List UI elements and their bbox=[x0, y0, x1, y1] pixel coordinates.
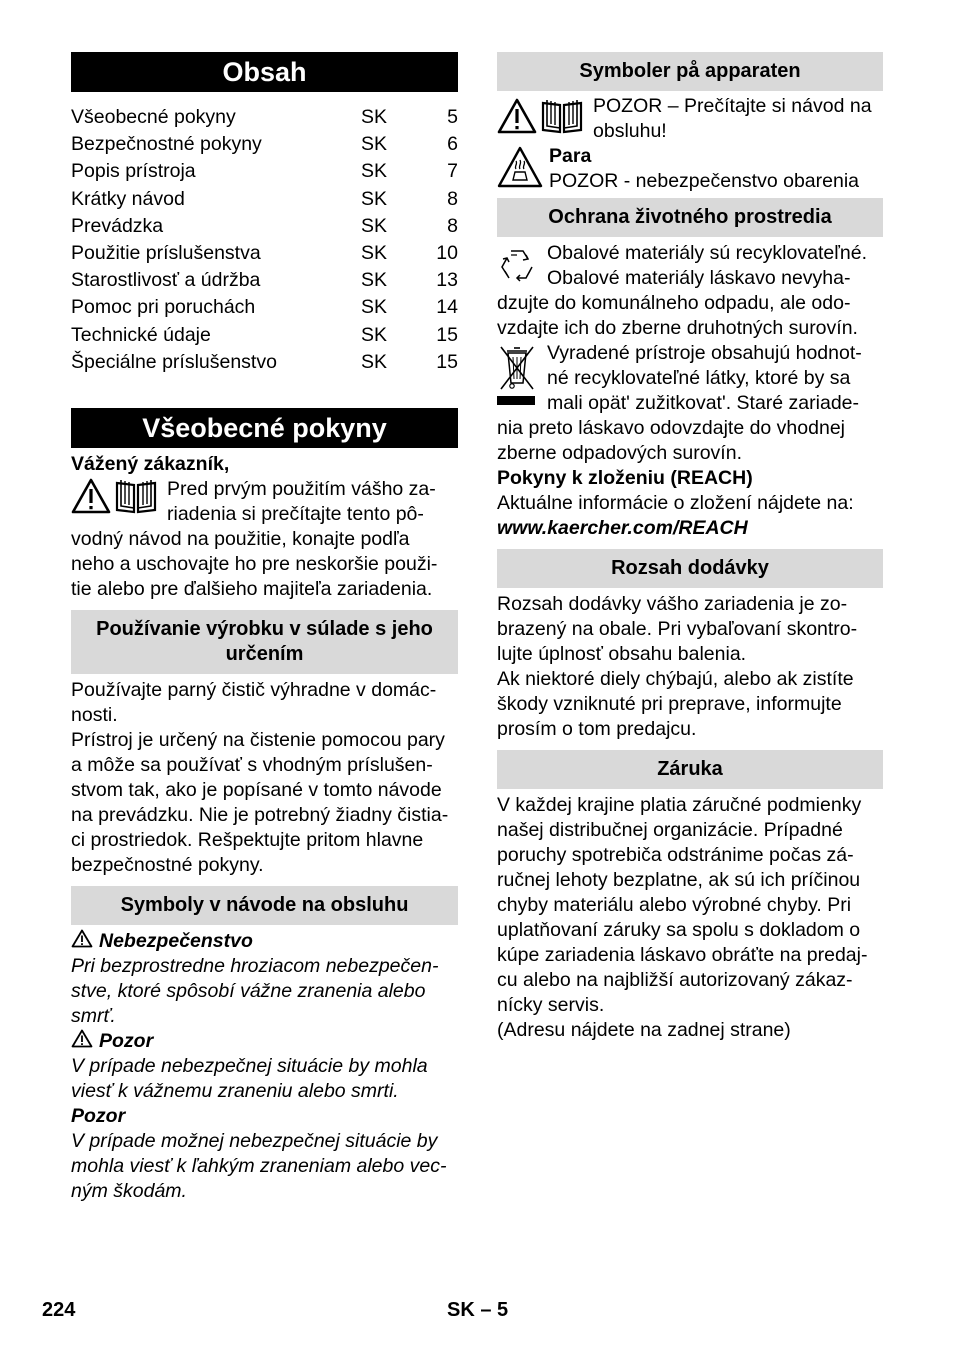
toc-heading: Obsah bbox=[71, 52, 458, 92]
steam-label: Para bbox=[549, 145, 592, 167]
general-heading: Všeobecné pokyny bbox=[71, 408, 458, 448]
toc-row[interactable]: Starostlivosť a údržba SK 13 bbox=[71, 269, 458, 292]
section-number: SK – 5 bbox=[447, 1299, 509, 1321]
toc-row[interactable]: Popis prístroja SK 7 bbox=[71, 160, 458, 183]
scope-heading: Rozsah dodávky bbox=[497, 549, 883, 588]
warranty-body: V každej krajine platia záručné podmienky našej distribučnej organizácie. Prípadné poruchy spotrebiča odstránime počas zá- ručnej lehoty bezplatne, ak sú ich príčinou chyby materiálu alebo výrobné chyby. Pri uplatňovaní záruky sa spolu s dokladom o kúpe zariadenia láskavo obráťte na predaj- cu alebo na najbližší autorizovaný zákaz- nícky servis. (Adresu nájdete na zadnej strane) bbox=[497, 794, 868, 1041]
toc-row[interactable]: Špeciálne príslušenstvo SK 15 bbox=[71, 350, 458, 373]
caution-label: Pozor bbox=[71, 1104, 126, 1127]
scope-body: Rozsah dodávky vášho zariadenia je zo- brazený na obale. Pri vybaľovaní skontro- lujte úplnosť obsahu balenia. Ak niektoré diely chýbajú, alebo ak zistíte škody vzniknuté pri preprave, informujte prosím o tom predajcu. bbox=[497, 593, 858, 740]
table-of-contents bbox=[71, 104, 458, 376]
right-column: Symboler på apparaten POZOR – Prečítajte si návod na obsluhu! Para POZOR - nebezpečenstvo obarenia Ochrana životného prostredia Obalové materiály sú recyklovateľné. Obalové materiály láskavo nevyha- dzujte do komunálneho odpadu, ale odo- vzdajte ich do zberne druhotných surovín. Vyradené prístroje obsahujú hodnot- né recyklovateľné látky, ktoré by sa mali opät' zužitkovat'. Staré zariade- nia preto láskavo odovzdajte do vhodnej zberne odpadových surovín. Pokyny k zloženiu (REACH) Aktuálne informácie o zložení nájdete na: www.kaercher.com/REACH Rozsah dodávky Rozsah dodávky vášho zariadenia je zo- brazený na obale. Pri vybaľovaní skontro- lujte úplnosť obsahu balenia. Ak niektoré diely chýbajú, alebo ak zistíte škody vzniknuté pri preprave, informujte prosím o tom predajcu. Záruka V každej krajine platia záručné podmienky našej distribučnej organizácie. Prípadné poruchy spotrebiča odstránime počas zá- ručnej lehoty bezplatne, ak sú ich príčinou chyby materiálu alebo výrobné chyby. Pri uplatňovaní záruky sa spolu s dokladom o kúpe zariadenia láskavo obráťte na predaj- cu alebo na najbližší autorizovaný zákaz- nícky servis. (Adresu nájdete na zadnej strane) bbox=[497, 52, 883, 1043]
symbols-body: Nebezpečenstvo Pri bezprostredne hroziacom nebezpečen- stve, ktoré spôsobí vážne zranenia alebo smrť. Pozor V prípade nebezpečnej situácie by mohla viesť k vážnemu zraneniu alebo smrti. Pozor V prípade možnej nebezpečnej situácie by mohla viesť k ľahkým zraneniam alebo vec- ným škodám. bbox=[71, 929, 458, 1204]
toc-row[interactable]: Bezpečnostné pokyny SK 6 bbox=[71, 133, 458, 156]
danger-label: Nebezpečenstvo bbox=[71, 929, 458, 954]
page-number: 224 bbox=[42, 1299, 76, 1321]
reach-label: Pokyny k zloženiu (REACH) bbox=[497, 467, 753, 489]
device-symbols-heading: Symboler på apparaten bbox=[497, 52, 883, 91]
symbols-heading: Symboly v návode na obsluhu bbox=[71, 886, 458, 925]
intended-use-body: Používajte parný čistič výhradne v domác- nosti. Prístroj je určený na čistenie pomocou pary a môže sa používať s vhodným príslušen- stvom tak, ako je popísané v tomto návode na prevádzku. Nie je potrebný žiadny čistia- ci prostriedok. Rešpektujte pritom hlavne bezpečnostné pokyny. bbox=[71, 678, 449, 876]
crossed-bin-icon bbox=[497, 343, 537, 393]
toc-row[interactable]: Prevádzka SK 8 bbox=[71, 214, 458, 237]
manual-book-icon bbox=[539, 98, 585, 134]
intended-use-heading: Používanie výrobku v súlade s jeho určením bbox=[71, 610, 458, 674]
toc-row[interactable]: Krátky návod SK 8 bbox=[71, 187, 458, 210]
warning-triangle-icon bbox=[497, 98, 537, 134]
warning-triangle-icon bbox=[71, 478, 111, 514]
warranty-heading: Záruka bbox=[497, 750, 883, 789]
weee-bar bbox=[497, 396, 535, 405]
env-heading: Ochrana životného prostredia bbox=[497, 198, 883, 237]
toc-row[interactable]: Technické údaje SK 15 bbox=[71, 323, 458, 346]
warning-label: Pozor bbox=[71, 1029, 458, 1054]
manual-book-icon bbox=[113, 478, 159, 514]
toc-row[interactable]: Pomoc pri poruchách SK 14 bbox=[71, 296, 458, 319]
packaging-block: Obalové materiály sú recyklovateľné. Obalové materiály láskavo nevyha- bbox=[497, 241, 883, 291]
left-column: Obsah Všeobecné pokyny SK 5 Bezpečnostné pokyny SK 6 Popis prístroja SK 7 Krátky návod SK 8 Prevádzka SK 8 Použitie príslušenstva SK 10 Starostlivosť a údržba SK 13 Pomoc pri poruchách SK 14 Technické údaje SK 15 Špeciálne príslušenstvo SK 15 Všeobecné pokyny Vážený zákazník, Pred prvým použitím vášho za- riadenia si prečítajte tento pô- vodný návod na použitie, konajte podľa neho a uschovajte ho pre neskoršie použi- tie alebo pre ďalšieho majiteľa zariadenia. Používanie výrobku v súlade s jeho určením Používajte parný čistič výhradne v domác- nosti. Prístroj je určený na čistenie pomocou pary a môže sa používať s vhodným príslušen- stvom tak, ako je popísané v tomto návode na prevádzku. Nie je potrebný žiadny čistia- ci prostriedok. Rešpektujte pritom hlavne bezpečnostné pokyny. Symboly v návode na obsluhu Nebezpečenstvo Pri bezprostredne hroziacom nebezpečen- stve, ktoré spôsobí vážne zranenia alebo smrť. Pozor V prípade nebezpečnej situácie by mohla viesť k vážnemu zraneniu alebo smrti. Pozor V prípade možnej nebezpečnej situácie by mohla viesť k ľahkým zraneniam alebo vec- ným škodám. bbox=[71, 52, 458, 1204]
read-manual-block: POZOR – Prečítajte si návod na obsluhu! bbox=[497, 94, 883, 144]
warning-triangle-icon bbox=[71, 929, 93, 948]
dear-customer: Vážený zákazník, bbox=[71, 452, 230, 475]
reach-link[interactable]: www.kaercher.com/REACH bbox=[497, 517, 748, 539]
intro-block: Pred prvým použitím vášho za- riadenia si prečítajte tento pô- bbox=[71, 477, 458, 527]
recycling-icon bbox=[497, 247, 537, 287]
steam-block: Para POZOR - nebezpečenstvo obarenia bbox=[497, 144, 883, 194]
steam-warning-icon bbox=[497, 146, 543, 188]
toc-row[interactable]: Použitie príslušenstva SK 10 bbox=[71, 241, 458, 264]
weee-block: Vyradené prístroje obsahujú hodnot- né recyklovateľné látky, ktoré by sa mali opät' zužitkovat'. Staré zariade- bbox=[497, 341, 883, 416]
toc-row[interactable]: Všeobecné pokyny SK 5 bbox=[71, 106, 458, 128]
warning-triangle-icon bbox=[71, 1029, 93, 1048]
